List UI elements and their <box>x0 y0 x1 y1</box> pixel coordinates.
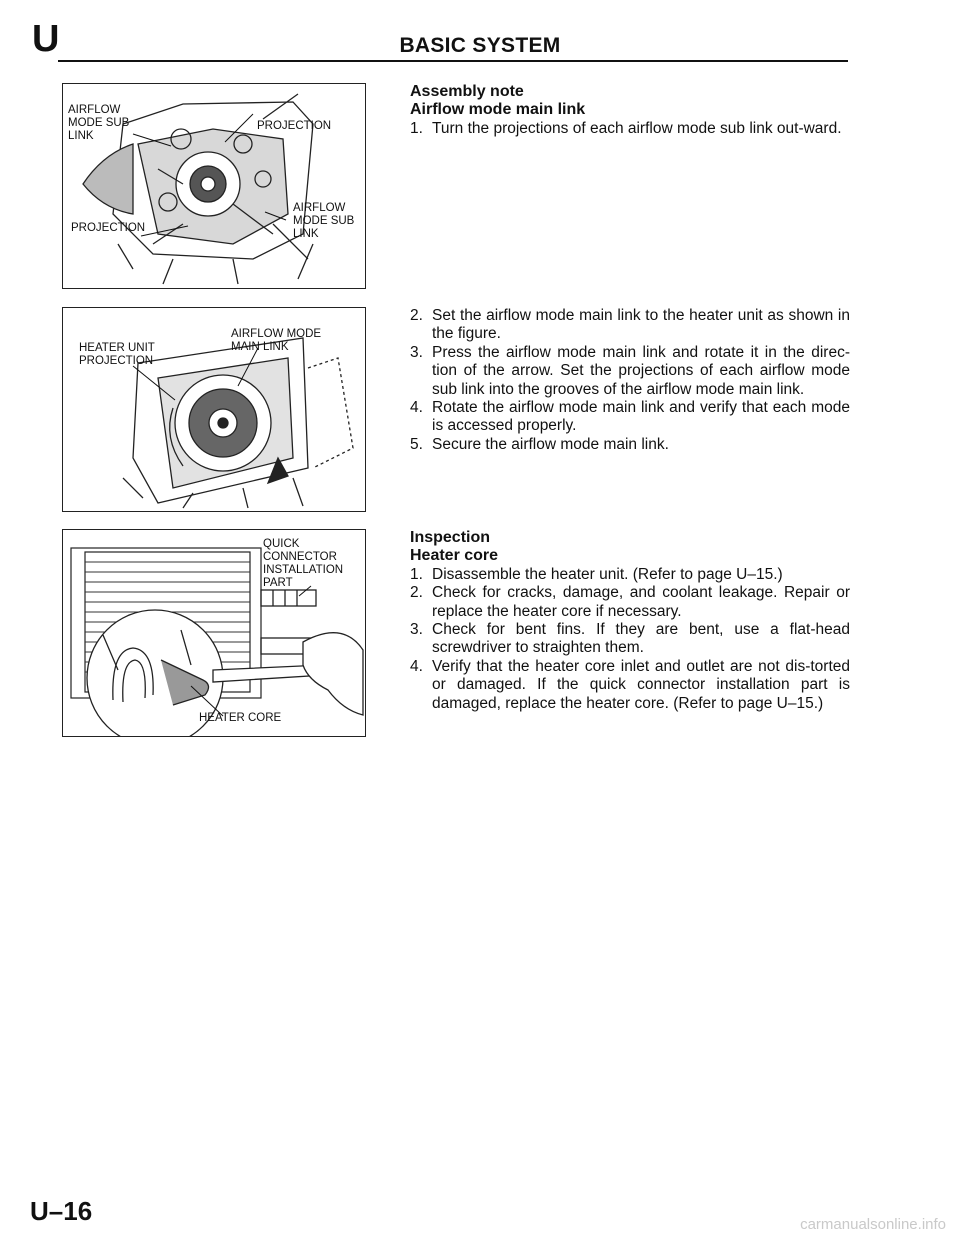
assembly-note-section <box>410 83 850 138</box>
label-quick-connector: QUICK CONNECTOR INSTALLATION PART <box>263 538 344 589</box>
step-item: 4. Verify that the heater core inlet and outlet are not dis-torted or damaged. If the quick connector installation part is damaged, replace the heater core. (Refer to page U–15.) <box>410 657 850 712</box>
airflow-main-link-heading: Airflow mode main link <box>410 101 586 119</box>
section-letter: U <box>32 18 60 60</box>
inspection-section <box>410 529 850 713</box>
page-number: U–16 <box>30 1196 93 1226</box>
step-item: 3. Check for bent fins. If they are bent, use a flat-head screwdriver to straighten them. <box>410 621 850 657</box>
label-projection: PROJECTION <box>257 120 332 132</box>
step-item: 2. Set the airflow mode main link to the heater unit as shown in the figure. <box>410 307 850 343</box>
page-title: BASIC SYSTEM <box>399 34 561 57</box>
step-item: 3. Press the airflow mode main link and rotate it in the direc-tion of the arrow. Set the projections of each airflow mode sub link into the grooves of the airflow mode main link. <box>410 343 850 398</box>
figure-heater-core <box>62 529 366 737</box>
label-heater-unit-projection: HEATER UNIT PROJECTION <box>79 342 155 367</box>
assembly-note-heading: Assembly note <box>410 83 524 100</box>
label-airflow-mode-main-link: AIRFLOW MODE MAIN LINK <box>231 328 322 353</box>
inspection-heading: Inspection <box>410 529 491 546</box>
step-item: 4. Rotate the airflow mode main link and verify that each mode is accessed properly. <box>410 399 850 435</box>
label-heater-core: HEATER CORE <box>199 712 282 724</box>
label-airflow-mode-sub-link: AIRFLOW MODE SUB LINK <box>293 202 355 240</box>
label-airflow-mode-sub-link: AIRFLOW MODE SUB LINK <box>68 104 130 142</box>
step-item: 5. Secure the airflow mode main link. <box>410 435 669 453</box>
watermark-link[interactable]: carmanualsonline.info <box>800 1216 946 1233</box>
step-item: 2. Check for cracks, damage, and coolant leakage. Repair or replace the heater core if necessary. <box>410 584 850 620</box>
step-item: 1. Disassemble the heater unit. (Refer to page U–15.) <box>410 565 783 583</box>
header-rule <box>58 60 848 62</box>
label-projection: PROJECTION <box>71 222 146 234</box>
figure-airflow-mode-main-link <box>62 307 366 512</box>
heater-core-heading: Heater core <box>410 547 499 565</box>
step-item: 1. Turn the projections of each airflow mode sub link out-ward. <box>410 119 842 137</box>
figure-airflow-mode-sub-link <box>62 83 366 289</box>
assembly-steps-continued <box>410 307 850 454</box>
